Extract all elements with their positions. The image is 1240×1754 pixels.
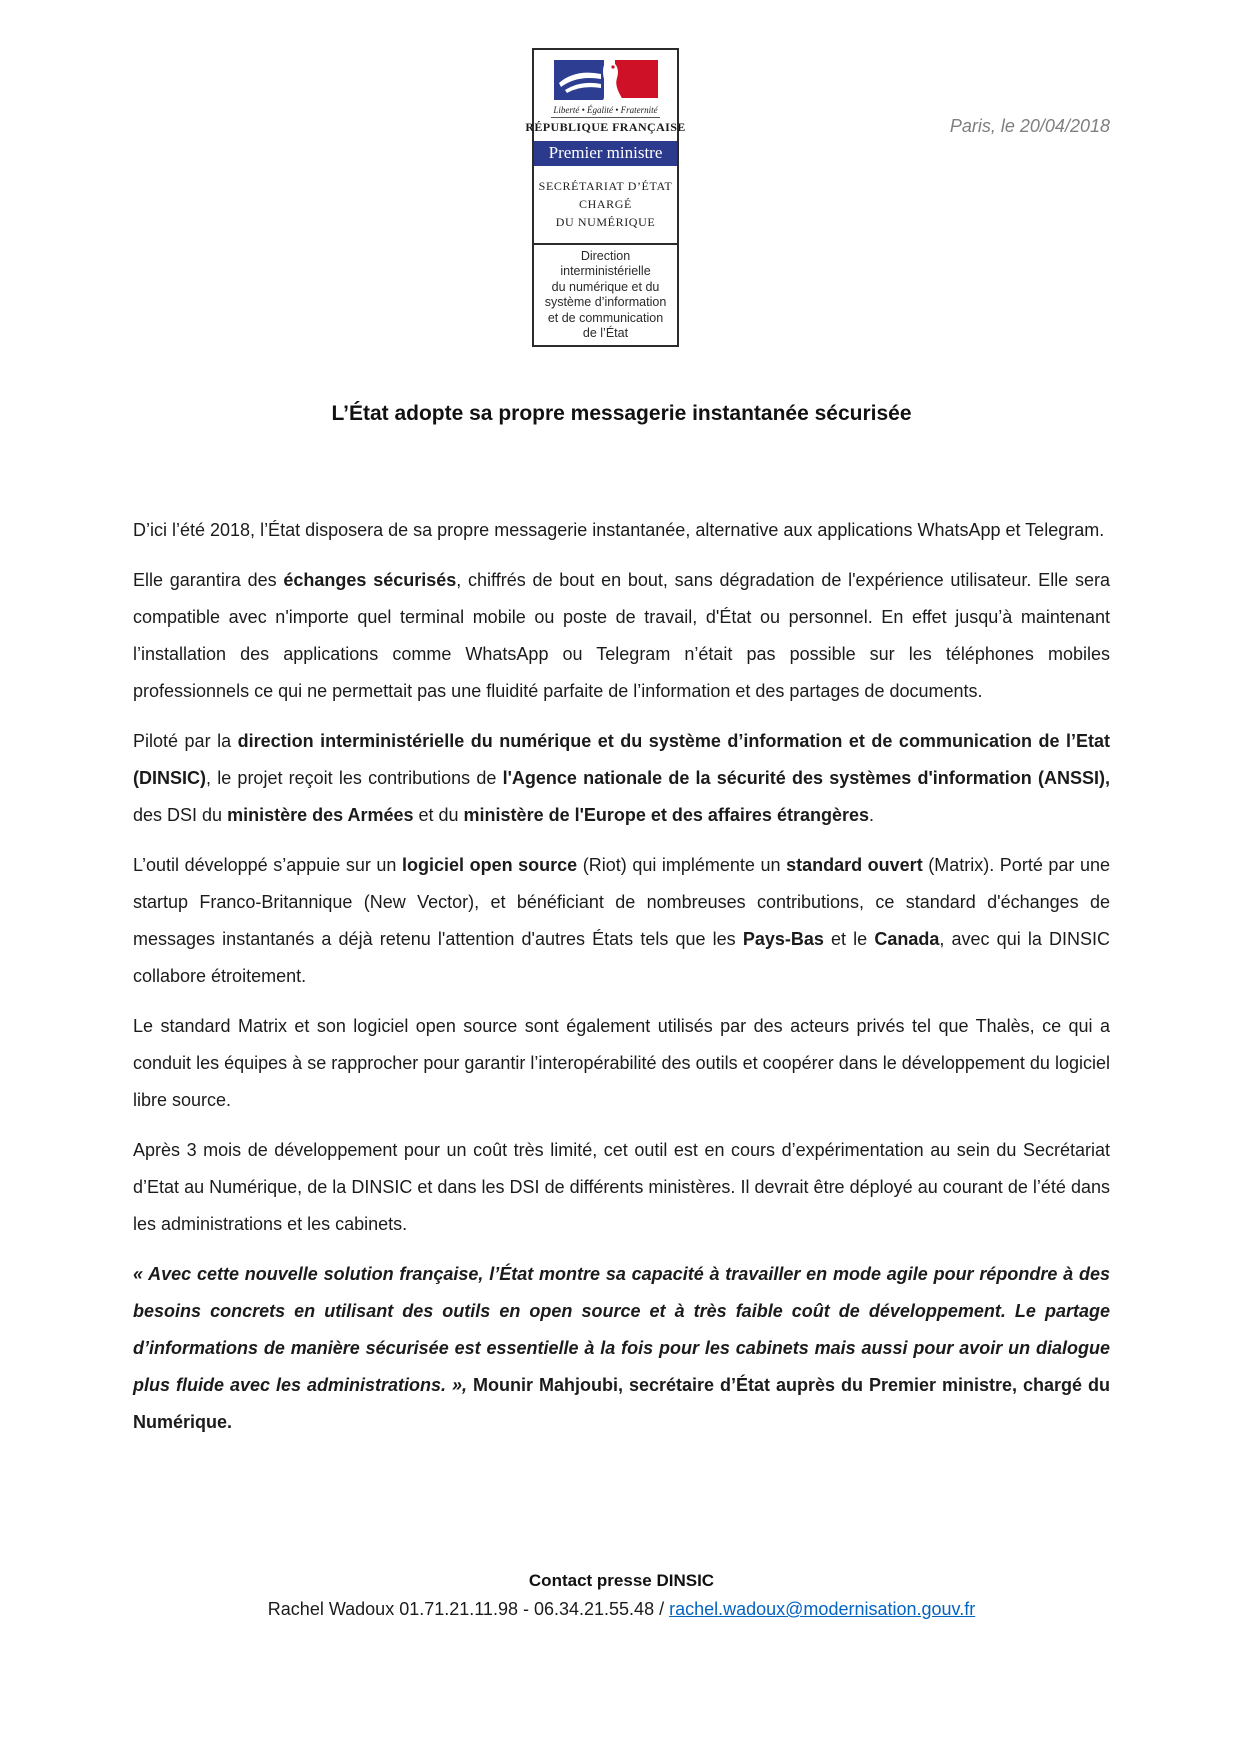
republique-francaise-label: RÉPUBLIQUE FRANÇAISE — [525, 120, 686, 134]
text-segment: logiciel open source — [402, 855, 578, 875]
dinsic-direction-box — [532, 243, 679, 347]
text-segment: échanges sécurisés — [283, 570, 457, 590]
paragraph — [133, 1256, 1110, 1441]
text-segment: L’outil développé s’appuie sur un — [133, 855, 403, 875]
motto-label: Liberté • Égalité • Fraternité — [551, 102, 659, 118]
text-segment: , le projet reçoit les contributions de — [206, 768, 503, 788]
text-segment: . — [869, 805, 875, 825]
text-segment: Canada — [874, 929, 940, 949]
contact-title: Contact presse DINSIC — [528, 1571, 715, 1590]
text-segment: Après 3 mois de développement pour un coût très limité, cet outil est en cours d’expérimentation au sein du Secrétariat d’Etat au Numérique, de la DINSIC et dans les DSI de différents ministères. Il devrait être déployé au courant de l’été dans les administrations et les cabinets. — [133, 1140, 1110, 1234]
paragraph — [133, 562, 1110, 710]
secretariat-line: SECRÉTARIAT D’ÉTAT — [538, 179, 673, 193]
text-segment: ministère de l'Europe et des affaires étrangères — [463, 805, 869, 825]
paragraph — [133, 1008, 1110, 1119]
secretariat-label — [539, 177, 673, 231]
date-line: Paris, le 20/04/2018 — [949, 116, 1110, 136]
marianne-flag-icon — [553, 59, 659, 101]
page-title: L’État adopte sa propre messagerie instantanée sécurisée — [331, 402, 912, 426]
text-segment: ministère des Armées — [227, 805, 414, 825]
premier-ministre-logo-box — [525, 48, 686, 245]
text-segment: l'Agence nationale de la sécurité des systèmes d'information (ANSSI), — [502, 768, 1110, 788]
secretariat-line: DU NUMÉRIQUE — [555, 215, 656, 229]
contact-phone-text: Rachel Wadoux 01.71.21.11.98 - 06.34.21.55.48 / — [267, 1599, 670, 1619]
direction-line: et de communication — [547, 310, 664, 325]
secretariat-line: CHARGÉ — [579, 197, 632, 211]
text-segment: direction interministérielle du numérique et du système d’information et de communication de l’Etat (DINSIC) — [133, 731, 1110, 788]
paragraph — [133, 723, 1110, 834]
text-segment: , avec qui la DINSIC collabore étroitement. — [133, 929, 1111, 986]
paragraph — [133, 847, 1110, 995]
text-segment: Elle garantira des — [133, 570, 284, 590]
text-segment: des DSI du — [133, 805, 228, 825]
direction-line: Direction — [580, 248, 631, 263]
paragraph — [133, 512, 1110, 549]
text-segment: et le — [823, 929, 875, 949]
direction-label — [534, 249, 677, 342]
text-segment: , chiffrés de bout en bout, sans dégradation de l'expérience utilisateur. Elle sera compatible avec n'importe quel terminal mobile ou poste de travail, d'État ou personnel. En effet jusqu’à maintenant l’installation des applications comme WhatsApp ou Telegram n’était pas possible sur les téléphones mobiles professionnels ce qui ne permettait pas une fluidité parfaite de l’information et des partages de documents. — [133, 570, 1110, 701]
text-segment: Mounir Mahjoubi, secrétaire d’État auprès du Premier ministre, chargé du Numérique. — [133, 1375, 1111, 1432]
text-segment: « Avec cette nouvelle solution française, l’État montre sa capacité à travailler en mode agile pour répondre à des besoins concrets en utilisant des outils en open source et à très faible coût de développement. Le partage d’informations de manière sécurisée est essentielle à la fois pour les cabinets mais aussi pour avoir un dialogue plus fluide avec les administrations. », — [133, 1264, 1110, 1395]
paragraph — [133, 1132, 1110, 1243]
text-segment: Pays-Bas — [742, 929, 824, 949]
text-segment: (Riot) qui implémente un — [577, 855, 787, 875]
text-segment: (Matrix). Porté par une startup Franco-Britannique (New Vector), et bénéficiant de nombreuses contributions, ce standard d'échanges de messages instantanés a déjà retenu l'attention d'autres États tels que les — [133, 855, 1110, 949]
article-body — [133, 512, 1110, 1454]
contact-line — [133, 1599, 1110, 1620]
government-header — [525, 48, 686, 347]
text-segment: et du — [413, 805, 464, 825]
premier-ministre-banner: Premier ministre — [534, 141, 677, 166]
text-segment: Piloté par la — [133, 731, 238, 751]
footer — [133, 1571, 1110, 1620]
direction-line: de l’État — [582, 326, 629, 340]
text-segment: Le standard Matrix et son logiciel open source sont également utilisés par des acteurs privés tel que Thalès, ce qui a conduit les équipes à se rapprocher pour garantir l’interopérabilité des outils et coopérer dans le développement du logiciel libre source. — [133, 1016, 1110, 1110]
contact-email-link[interactable]: rachel.wadoux@modernisation.gouv.fr — [669, 1599, 976, 1619]
direction-line: du numérique et du — [551, 279, 660, 294]
text-segment: D’ici l’été 2018, l’État disposera de sa propre messagerie instantanée, alternative aux applications WhatsApp et Telegram. — [133, 520, 1105, 540]
direction-line: système d’information — [544, 295, 667, 309]
text-segment: standard ouvert — [786, 855, 923, 875]
direction-line: interministérielle — [560, 264, 651, 278]
